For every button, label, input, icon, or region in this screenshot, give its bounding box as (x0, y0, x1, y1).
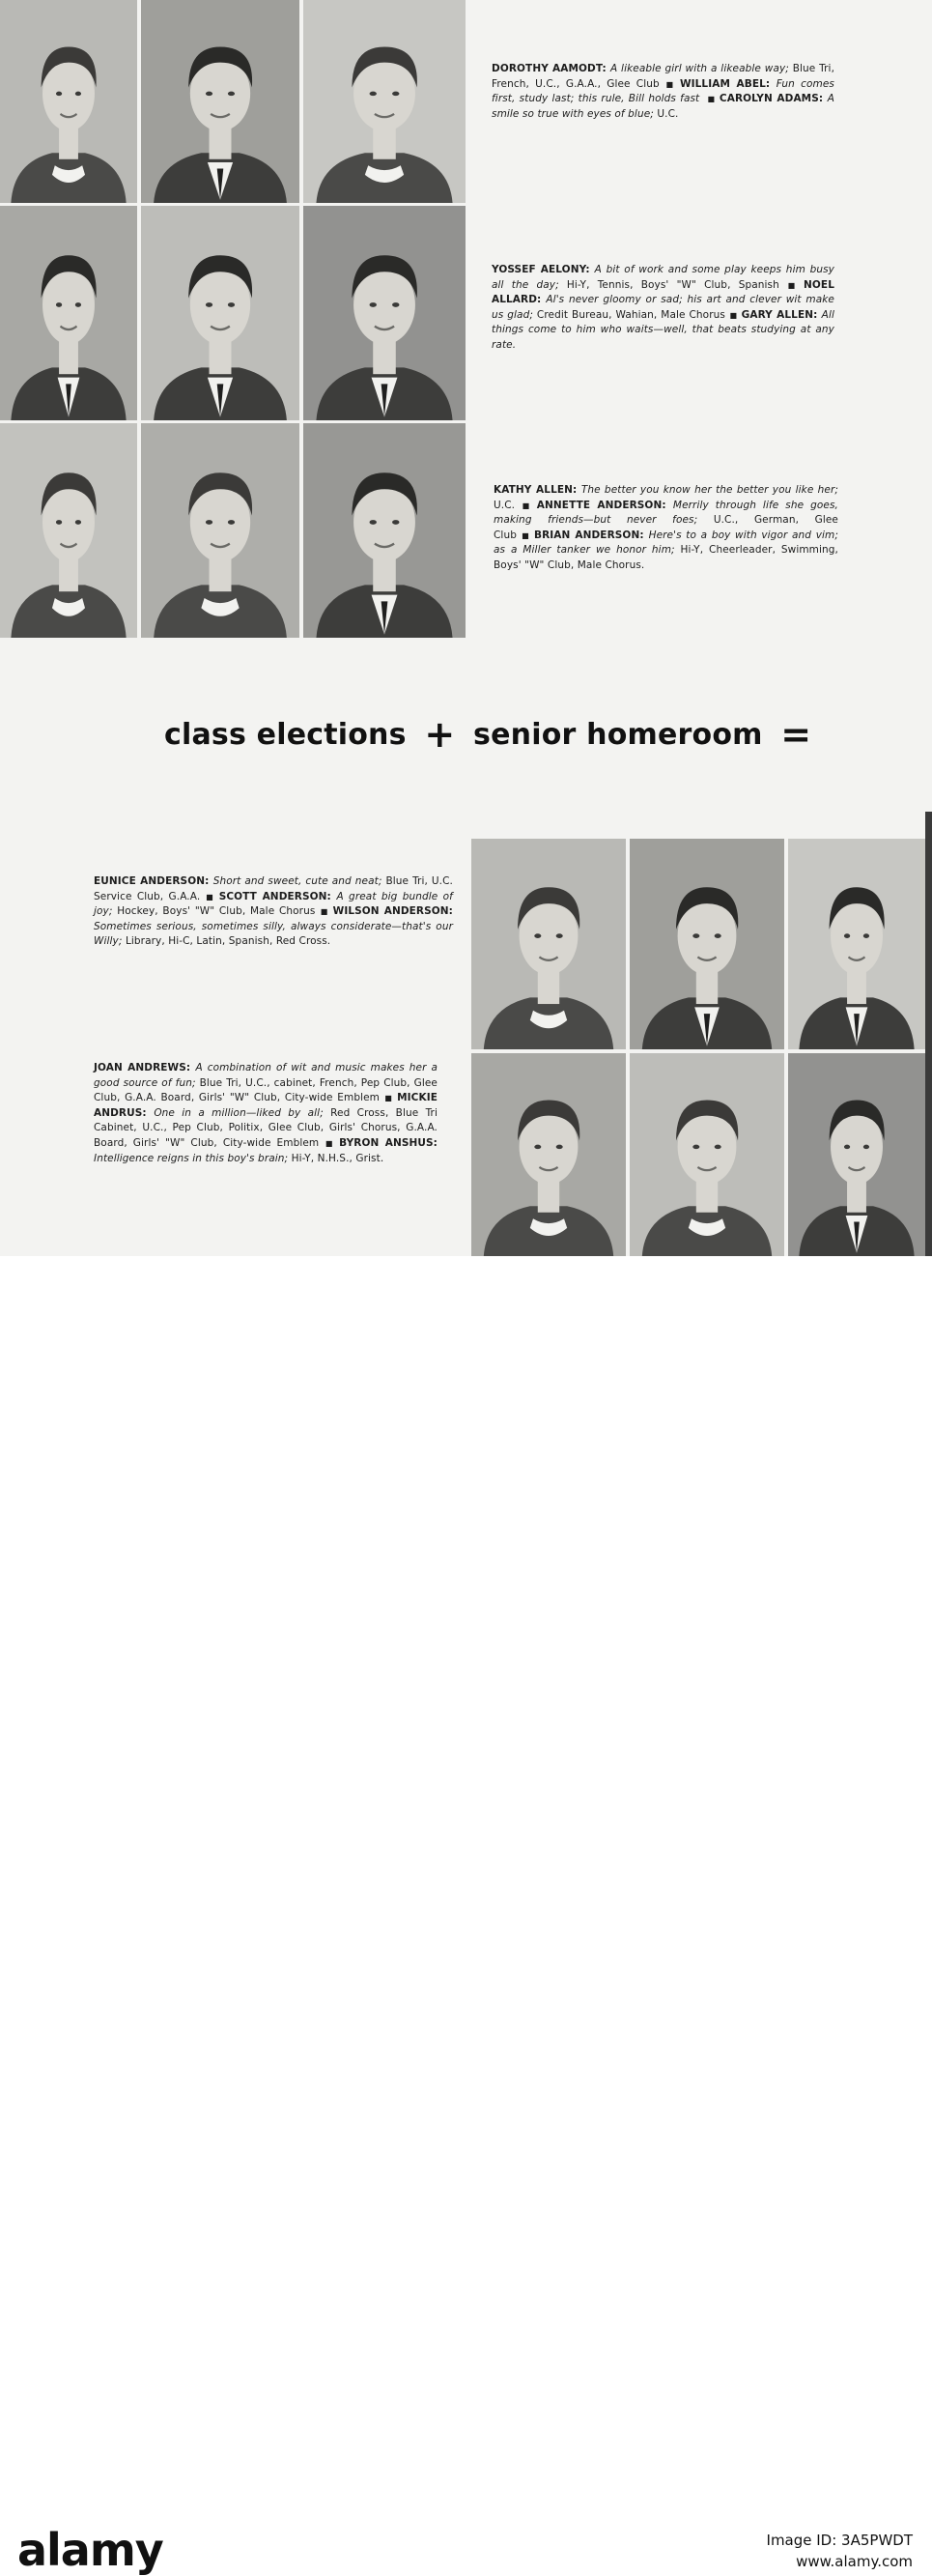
headline-part-1: class elections (164, 718, 407, 752)
separator-square: ■ (782, 280, 801, 290)
student-activities: Blue Tri, U.C., cabinet, French, Pep Club, Glee Club, G.A.A. Board, Girls' "W" Club, City-wide Emblem (94, 1076, 438, 1104)
portrait-photo-top-2-2 (141, 206, 299, 420)
separator-square: ■ (519, 501, 533, 510)
student-name: KATHY ALLEN: (494, 484, 581, 496)
student-quote: Short and sweet, cute and neat; (212, 875, 386, 887)
student-quote: Al's never gloomy or sad; his art and clever wit make us glad; (492, 294, 834, 321)
portrait-photo-bottom-1-1 (471, 839, 626, 1049)
yearbook-page (0, 0, 932, 1256)
student-quote: A likeable girl with a likeable way; (609, 63, 793, 74)
student-activities: Hi-Y, Tennis, Boys' "W" Club, Spanish (566, 278, 779, 291)
portrait-photo-top-1-3 (303, 0, 466, 203)
student-name: CAROLYN ADAMS: (719, 93, 828, 105)
student-activities: U.C. (657, 107, 679, 120)
alamy-logo: alamy (17, 2524, 163, 2576)
equals-sign: = (780, 713, 812, 756)
separator-square: ■ (383, 1094, 394, 1103)
caption-row-5 (94, 1061, 438, 1166)
separator-square: ■ (707, 95, 716, 104)
portrait-photo-top-2-1 (0, 206, 137, 420)
student-quote: A bit of work and some play keeps him busy all the day; (492, 264, 834, 291)
student-activities: Library, Hi-C, Latin, Spanish, Red Cross. (125, 935, 331, 948)
student-activities: Red Cross, Blue Tri Cabinet, U.C., Pep Club, Politix, Glee Club, Girls' Chorus, G.A.A. Board, Girls' "W" Club, City-wide Emblem (94, 1106, 438, 1149)
portrait-photo-bottom-2-3 (788, 1053, 925, 1256)
student-name: JOAN ANDREWS: (94, 1062, 196, 1073)
student-name: WILSON ANDERSON: (332, 905, 453, 918)
student-name: GARY ALLEN: (741, 308, 822, 321)
student-quote: Here's to a boy with vigor and vim; as a Miller tanker we honor him; (494, 529, 838, 557)
student-name: MICKIE ANDRUS: (94, 1092, 438, 1119)
student-quote: Merrily through life she goes, making friends—but never foes; (494, 499, 838, 527)
caption-row-3 (494, 483, 838, 574)
student-activities: Hi-Y, Cheerleader, Swimming, Boys' "W" Club, Male Chorus. (494, 544, 838, 571)
student-name: BRIAN ANDERSON: (534, 529, 649, 541)
student-activities: Blue Tri, U.C. Service Club, G.A.A. (94, 875, 453, 902)
separator-square: ■ (323, 1138, 336, 1148)
student-name: YOSSEF AELONY: (492, 264, 595, 275)
separator-square: ■ (319, 907, 329, 917)
student-activities: U.C. (494, 499, 516, 511)
student-activities: Blue Tri, French, U.C., G.A.A., Glee Club (492, 63, 835, 90)
student-quote: A smile so true with eyes of blue; (492, 93, 834, 120)
site-url: www.alamy.com (796, 2553, 913, 2570)
student-name: BYRON ANSHUS: (339, 1136, 438, 1149)
portrait-photo-bottom-1-3 (788, 839, 925, 1049)
student-activities: Credit Bureau, Wahian, Male Chorus (536, 308, 725, 321)
portrait-photo-bottom-1-2 (630, 839, 784, 1049)
watermark-footer (0, 1256, 932, 2576)
student-activities: U.C., German, Glee Club (494, 514, 838, 541)
portrait-photo-bottom-2-1 (471, 1053, 626, 1256)
student-quote: Sometimes serious, sometimes silly, always considerate—that's our Willy; (94, 920, 453, 948)
page-headline (164, 713, 860, 756)
caption-row-1 (492, 62, 834, 122)
image-id-block (767, 2530, 913, 2572)
student-quote: Intelligence reigns in this boy's brain; (94, 1152, 292, 1164)
separator-square: ■ (520, 530, 531, 540)
headline-part-2: senior homeroom (473, 718, 763, 752)
student-quote: The better you know her the better you like her; (580, 484, 838, 496)
image-id: Image ID: 3A5PWDT (766, 2532, 913, 2549)
portrait-photo-top-1-1 (0, 0, 137, 203)
student-quote: One in a million—liked by all; (154, 1106, 331, 1119)
student-name: NOEL ALLARD: (492, 278, 834, 306)
student-name: SCOTT ANDERSON: (218, 890, 337, 902)
student-name: DOROTHY AAMODT: (492, 63, 610, 74)
student-quote: Fun comes first, study last; this rule, Bill holds fast (492, 77, 834, 105)
portrait-photo-top-3-3 (303, 423, 466, 638)
student-quote: A great big bundle of joy; (94, 890, 453, 918)
student-name: EUNICE ANDERSON: (94, 875, 213, 887)
student-activities: Hockey, Boys' "W" Club, Male Chorus (117, 905, 316, 918)
portrait-photo-top-1-2 (141, 0, 299, 203)
caption-row-4 (94, 874, 453, 950)
portrait-photo-top-3-2 (141, 423, 299, 638)
portrait-photo-top-3-1 (0, 423, 137, 638)
student-activities: Hi-Y, N.H.S., Grist. (291, 1152, 384, 1164)
student-name: ANNETTE ANDERSON: (536, 499, 673, 511)
student-quote: A combination of wit and music makes her a good source of fun; (94, 1062, 438, 1089)
separator-square: ■ (728, 310, 738, 320)
plus-sign: + (424, 713, 456, 756)
portrait-photo-top-2-3 (303, 206, 466, 420)
caption-row-2 (492, 263, 834, 354)
separator-square: ■ (663, 79, 676, 89)
student-name: WILLIAM ABEL: (679, 77, 777, 90)
portrait-photo-bottom-2-2 (630, 1053, 784, 1256)
separator-square: ■ (204, 892, 215, 902)
page-edge-shadow (925, 812, 932, 1256)
student-quote: All things come to him who waits—well, that beats studying at any rate. (492, 308, 834, 351)
